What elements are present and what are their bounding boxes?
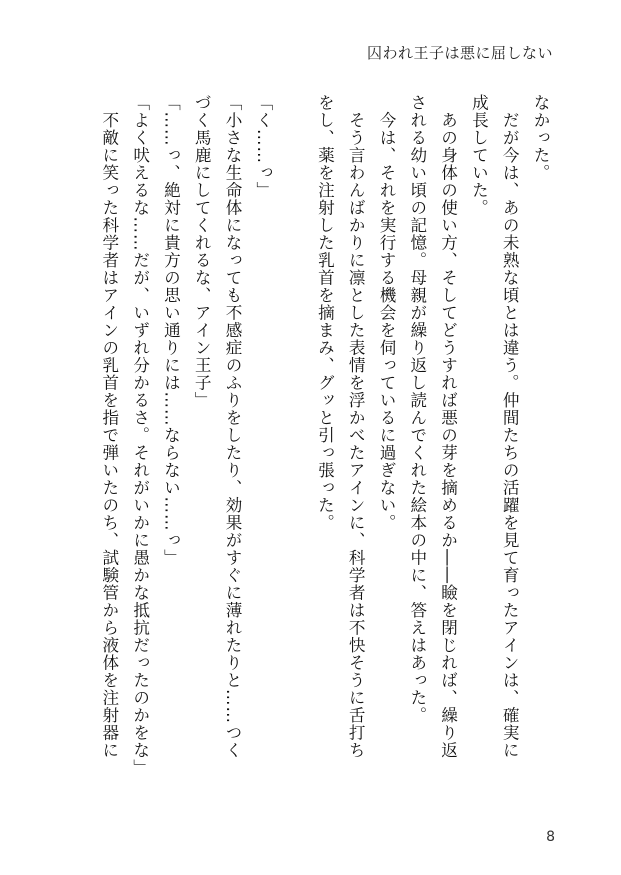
text-line: あの身体の使い方、そしてどうすれば悪の芽を摘めるか――瞼を閉じれば、繰り返	[438, 94, 458, 759]
text-line: 成長していた。	[469, 94, 489, 217]
text-line: なかった。	[531, 94, 550, 182]
text-line: だが今は、あの未熟な頃とは違う。仲間たちの活躍を見て育ったアインは、確実に	[500, 94, 520, 759]
vertical-body-text	[93, 94, 555, 834]
text-line: そう言わんばかりに凛とした表情を浮かべたアインに、科学者は不快そうに舌打ち	[346, 94, 366, 759]
text-line: 「く……っ」	[253, 94, 273, 199]
text-line: 不敵に笑った科学者はアインの乳首を指で弾いたのち、試験管から液体を注射器に	[99, 94, 119, 759]
text-line: される幼い頃の記憶。母親が繰り返し読んでくれた絵本の中に、答えはあった。	[407, 94, 427, 724]
text-line: をし、薬を注射した乳首を摘まみ、グッと引っ張った。	[315, 94, 335, 532]
text-line: 今は、それを実行する機会を伺っているに過ぎない。	[377, 94, 397, 532]
text-line: 「よく吠えるな……だが、いずれ分かるさ。それがいかに愚かな抵抗だったのかをな」	[130, 94, 150, 777]
text-line: 「……っ、絶対に貴方の思い通りには……ならない……っ」	[161, 94, 181, 567]
text-line: 「小さな生命体になっても不感症のふりをしたり、効果がすぐに薄れたりと……つく	[223, 94, 243, 759]
text-line: づく馬鹿にしてくれるな、アイン王子」	[192, 94, 212, 409]
blank-line	[278, 94, 309, 834]
page-number: 8	[546, 829, 555, 845]
running-header-title: 囚われ王子は悪に屈しない	[366, 44, 553, 62]
